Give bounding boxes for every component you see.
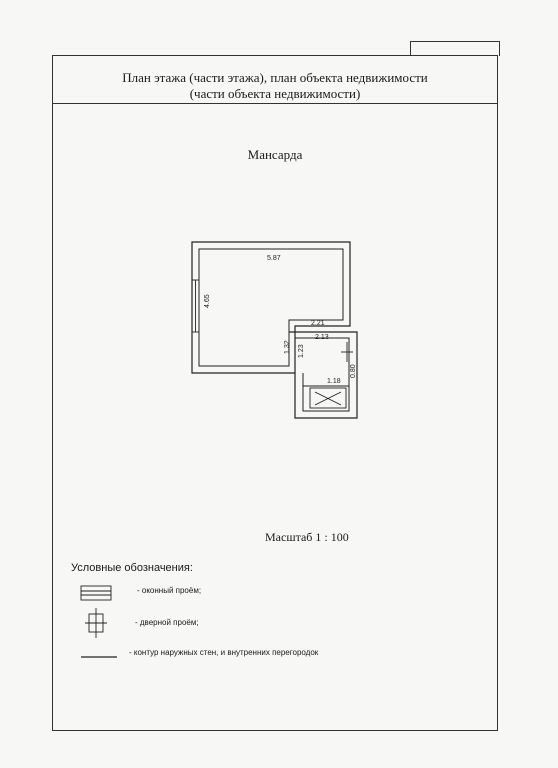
dim-stair-left-b: 1.23 (298, 344, 305, 358)
floor-title: Мансарда (247, 147, 303, 162)
dim-landing-width: 1.18 (327, 378, 341, 385)
floor-plan (53, 56, 499, 732)
legend-window-symbol (81, 586, 111, 600)
document-frame (52, 55, 498, 731)
dim-stair-top: 2.21 (311, 320, 325, 327)
door-marker (341, 342, 353, 362)
legend-door-text: - дверной проём; (135, 618, 199, 627)
page-corner-tab (410, 41, 500, 56)
header-line-1: План этажа (части этажа), план объекта недвижимости (122, 70, 428, 85)
legend-title: Условные обозначения: (71, 562, 193, 574)
dim-stair-left-a: 1.32 (284, 340, 291, 354)
dim-stair-inner: 2.13 (315, 334, 329, 341)
room-inner-wall (199, 249, 343, 366)
dim-room-height: 4.65 (204, 294, 211, 308)
window-left (192, 280, 199, 332)
scale-label: Масштаб 1 : 100 (265, 530, 349, 544)
header-line-2: (части объекта недвижимости) (189, 86, 361, 101)
dim-landing-height: 0.80 (350, 364, 357, 378)
dim-room-width: 5.87 (267, 255, 281, 262)
legend-walls-text: - контур наружных стен, и внутренних перегородок (129, 648, 319, 657)
legend-door-symbol (85, 608, 107, 638)
legend-window-text: - оконный проём; (137, 586, 202, 595)
